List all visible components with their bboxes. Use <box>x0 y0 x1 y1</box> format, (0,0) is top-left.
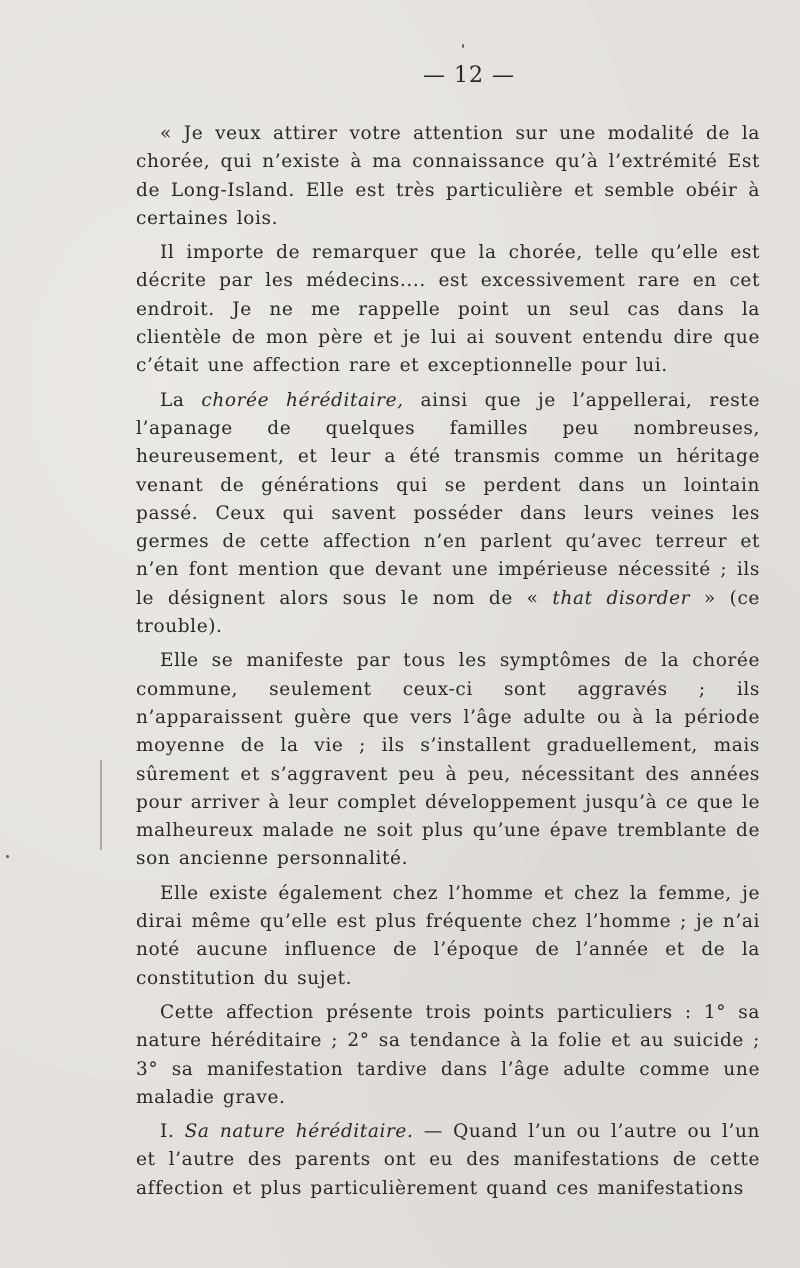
text-segment: — Quand l’un ou l’autre ou l’un et l’autre des parents ont eu des manifestations de cette affection et plus particulièrement quand ces manifestations <box>136 1121 761 1199</box>
margin-pencil-mark <box>100 760 102 850</box>
paragraph-7 <box>136 1118 760 1203</box>
text-segment: Cette affection présente trois points particuliers : 1° sa nature héréditaire ; 2° sa tendance à la folie et au suicide ; 3° sa manifestation tardive dans l’âge adulte comme une maladie grave. <box>136 1001 760 1108</box>
text-segment: » (ce trouble). <box>136 587 760 638</box>
paragraph-3 <box>136 387 760 642</box>
italic-text: that disorder <box>552 587 691 609</box>
paragraph-5 <box>136 880 760 993</box>
paragraph-2 <box>136 239 760 380</box>
text-segment: Elle existe également chez l’homme et chez la femme, je dirai même qu’elle est plus fréquente chez l’homme ; je n’ai noté aucune influence de l’époque de l’année et de la constitution du sujet. <box>136 882 760 989</box>
text-segment: I. <box>160 1121 185 1143</box>
page-number: — 12 — <box>423 63 515 88</box>
italic-text: chorée héréditaire, <box>201 389 404 411</box>
body-text <box>136 120 760 1203</box>
paragraph-6 <box>136 999 760 1112</box>
text-segment: Elle se manifeste par tous les symptômes de la chorée commune, seulement ceux-ci sont aggravés ; ils n’apparaissent guère que vers l’âge adulte ou à la période moyenne de la vie ; ils s’installent graduellement, mais sûrement et s’aggravent peu à peu, nécessitant des années pour arriver à leur complet développement jusqu’à ce que le malheureux malade ne soit plus qu’une épave tremblante de son ancienne personnalité. <box>136 650 760 870</box>
text-segment: La <box>160 389 202 411</box>
italic-text: Sa nature héréditaire. <box>184 1121 414 1143</box>
paragraph-1 <box>136 120 760 233</box>
text-segment: Il importe de remarquer que la chorée, telle qu’elle est décrite par les médecins.... est excessivement rare en cet endroit. Je ne me rappelle point un seul cas dans la clientèle de mon père et je lui ai souvent entendu dire que c’était une affection rare et exceptionnelle pour lui. <box>136 242 760 377</box>
text-segment: ainsi que je l’appellerai, reste l’apanage de quelques familles peu nombreuses, heureusement, et leur a été transmis comme un héritage venant de générations qui se perdent dans un lointain passé. Ceux qui savent posséder dans leurs veines les germes de cette affection n’en parlent qu’avec terreur et n’en font mention que devant une impérieuse nécessité ; ils le désignent alors sous le nom de « <box>136 389 760 609</box>
text-segment: « Je veux attirer votre attention sur une modalité de la chorée, qui n’existe à ma connaissance qu’à l’extrémité Est de Long-Island. Elle est très particulière et semble obéir à certaines lois. <box>136 123 760 229</box>
paragraph-4 <box>136 647 760 873</box>
paper-speck <box>6 855 9 858</box>
paper-speck <box>462 44 464 48</box>
